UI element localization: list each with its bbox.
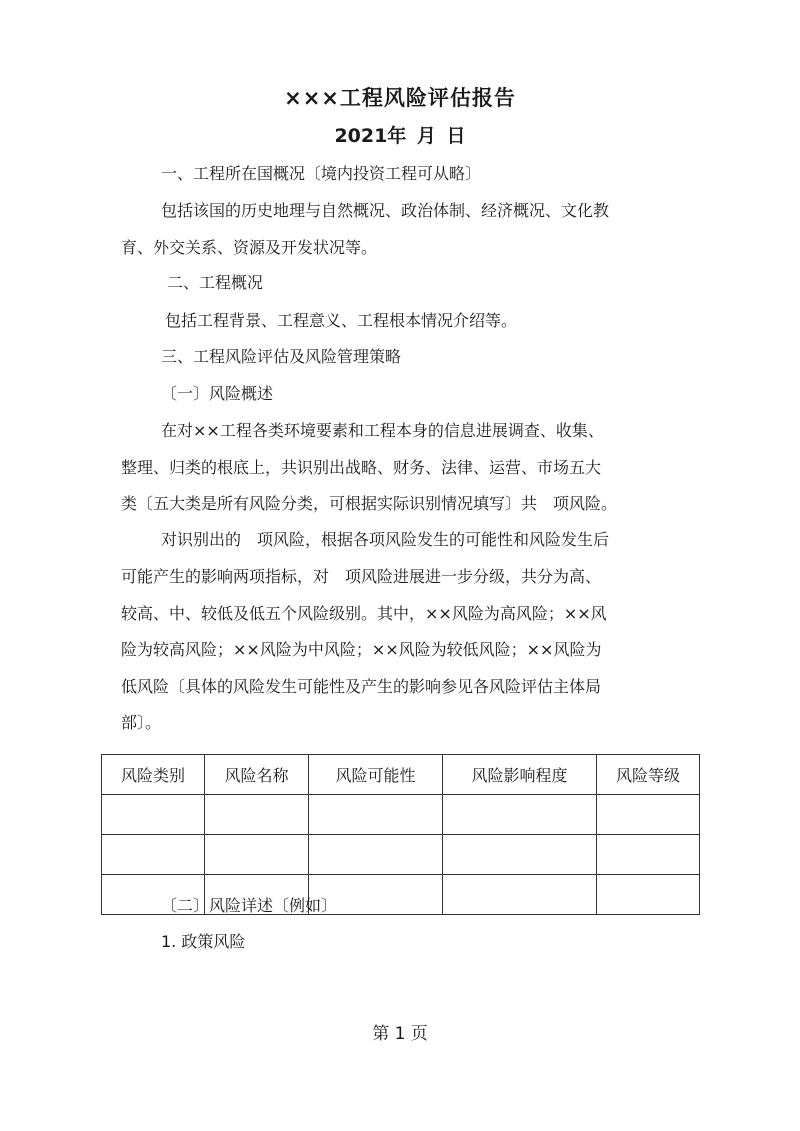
section-1-paragraph-line-1: 包括该国的历史地理与自然概况、政治体制、经济概况、文化教: [161, 201, 610, 220]
page-number: 第 1 页: [372, 1024, 428, 1044]
table-cell: [309, 795, 443, 835]
subsection-2-heading: 〔二〕风险详述〔例如〕: [161, 896, 338, 915]
header-risk-likelihood: 风险可能性: [309, 755, 443, 795]
grading-paragraph-line-2: 可能产生的影响两项指标，对 项风险进展进一步分级，共分为高、: [121, 567, 602, 586]
table-cell: [443, 875, 597, 915]
table-row: [102, 795, 700, 835]
table-header-row: [102, 755, 700, 795]
subsection-1-heading: 〔一〕风险概述: [161, 384, 274, 403]
header-risk-impact: 风险影响程度: [443, 755, 597, 795]
section-1-paragraph-line-2: 育、外交关系、资源及开发状况等。: [121, 238, 378, 257]
overview-paragraph-line-2: 整理、归类的根底上，共识别出战略、财务、法律、运营、市场五大: [121, 458, 602, 477]
section-3-heading: 三、工程风险评估及风险管理策略: [161, 347, 402, 366]
list-item-policy-risk: 1. 政策风险: [161, 932, 246, 951]
overview-paragraph-line-1: 在对××工程各类环境要素和工程本身的信息进展调查、收集、: [161, 421, 604, 440]
table-cell: [597, 835, 700, 875]
section-1-heading: 一、工程所在国概况〔境内投资工程可从略〕: [161, 164, 482, 183]
document-title: ×××工程风险评估报告: [284, 86, 516, 110]
grading-paragraph-line-3: 较高、中、较低及低五个风险级别。其中，××风险为高风险；××风: [121, 604, 607, 623]
table-cell: [205, 795, 309, 835]
section-2-heading: 二、工程概况: [167, 273, 264, 292]
table-cell: [205, 835, 309, 875]
grading-paragraph-line-6: 部〕。: [121, 713, 162, 732]
table-cell: [102, 795, 205, 835]
header-risk-name: 风险名称: [205, 755, 309, 795]
table-cell: [597, 875, 700, 915]
grading-paragraph-line-5: 低风险〔具体的风险发生可能性及产生的影响参见各风险评估主体局: [121, 677, 602, 696]
grading-paragraph-line-1: 对识别出的 项风险，根据各项风险发生的可能性和风险发生后: [161, 530, 610, 549]
overview-paragraph-line-3: 类〔五大类是所有风险分类，可根据实际识别情况填写〕共 项风险。: [121, 494, 618, 513]
header-risk-level: 风险等级: [597, 755, 700, 795]
table-cell: [309, 835, 443, 875]
section-2-paragraph: 包括工程背景、工程意义、工程根本情况介绍等。: [165, 311, 518, 330]
risk-table: [101, 754, 700, 915]
table-row: [102, 835, 700, 875]
header-risk-category: 风险类别: [102, 755, 205, 795]
document-date: 2021年 月 日: [334, 125, 466, 147]
table-cell: [597, 795, 700, 835]
table-cell: [443, 795, 597, 835]
table-cell: [443, 835, 597, 875]
grading-paragraph-line-4: 险为较高风险；××风险为中风险；××风险为较低风险；××风险为: [121, 640, 602, 659]
table-cell: [102, 835, 205, 875]
